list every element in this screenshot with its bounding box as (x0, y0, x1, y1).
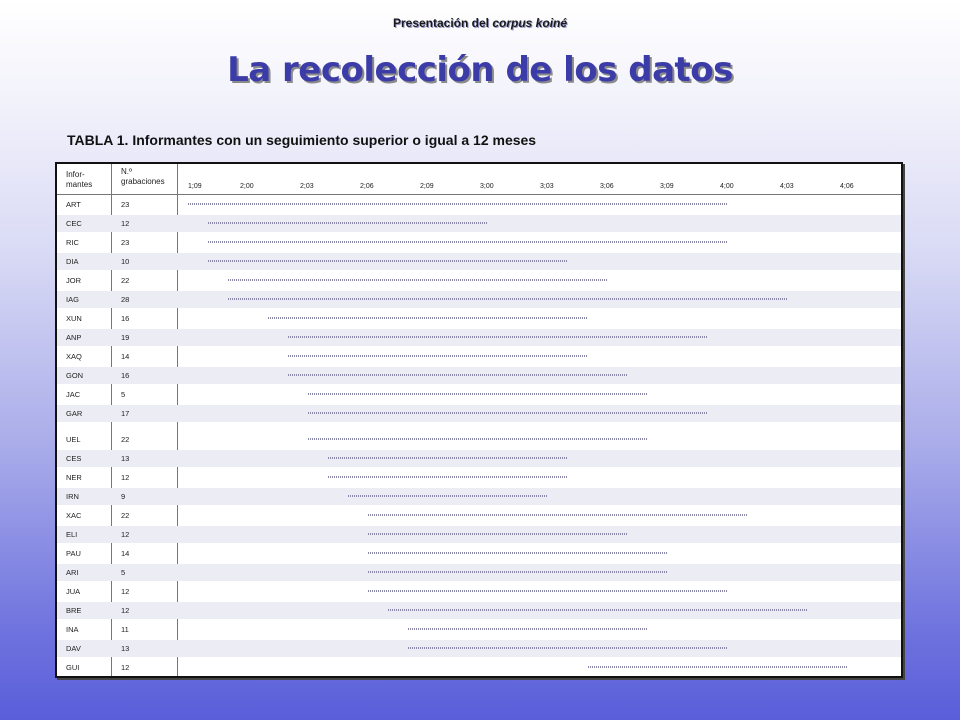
recordings-header-line2: grabaciones (121, 177, 165, 186)
informant-column-header (66, 170, 92, 190)
observation-period-bar (288, 374, 628, 376)
recordings-count: 23 (121, 238, 130, 247)
observation-period-bar (408, 628, 648, 630)
observation-period-bar (268, 317, 588, 319)
slide-subtitle (0, 16, 960, 30)
informant-code: DAV (66, 644, 81, 653)
observation-period-bar (188, 203, 728, 205)
informant-code: ARI (66, 568, 79, 577)
table-row (57, 621, 901, 638)
age-tick-label: 1;09 (188, 183, 202, 190)
informant-code: ART (66, 200, 81, 209)
informant-code: UEL (66, 435, 81, 444)
informant-code: BRE (66, 606, 82, 615)
informant-code: XUN (66, 314, 82, 323)
informants-table (55, 162, 903, 678)
observation-period-bar (208, 222, 488, 224)
informant-header-line2: mantes (66, 180, 93, 189)
observation-period-bar (368, 514, 748, 516)
recordings-count: 23 (121, 200, 130, 209)
recordings-header-line1: N.º (121, 167, 132, 176)
age-tick-label: 3;09 (660, 183, 674, 190)
observation-period-bar (368, 571, 668, 573)
age-tick-label: 2;09 (420, 183, 434, 190)
recordings-count: 12 (121, 663, 130, 672)
informant-code: DIA (66, 257, 79, 266)
recordings-count: 16 (121, 371, 130, 380)
table-row (57, 253, 901, 270)
observation-period-bar (308, 412, 708, 414)
informant-code: INA (66, 625, 79, 634)
table-row (57, 640, 901, 657)
informant-code: IRN (66, 492, 79, 501)
slide-title: La recolección de los datos (227, 50, 733, 90)
observation-period-bar (308, 438, 648, 440)
recordings-count: 11 (121, 625, 129, 634)
recordings-count: 5 (121, 390, 126, 399)
informant-code: XAQ (66, 352, 82, 361)
subtitle-emphasis: corpus koiné (492, 16, 568, 30)
observation-period-bar (348, 495, 548, 497)
informant-code: PAU (66, 549, 81, 558)
recordings-count: 14 (121, 549, 130, 558)
observation-period-bar (368, 533, 628, 535)
observation-period-bar (328, 476, 568, 478)
age-tick-label: 3;03 (540, 183, 554, 190)
observation-period-bar (208, 260, 568, 262)
recordings-count: 5 (121, 568, 126, 577)
observation-period-bar (288, 336, 708, 338)
recordings-count: 13 (121, 644, 130, 653)
informant-code: GAR (66, 409, 83, 418)
table-row (57, 215, 901, 232)
recordings-count: 28 (121, 295, 130, 304)
observation-period-bar (388, 609, 808, 611)
table-row (57, 310, 901, 327)
age-tick-label: 3;06 (600, 183, 614, 190)
age-tick-label: 2;00 (240, 183, 254, 190)
table-row (57, 431, 901, 448)
table-row (57, 367, 901, 384)
recordings-count: 12 (121, 530, 130, 539)
recordings-count: 17 (121, 409, 130, 418)
observation-period-bar (228, 279, 608, 281)
table-row (57, 272, 901, 289)
informant-code: NER (66, 473, 82, 482)
observation-period-bar (208, 241, 728, 243)
informant-code: XAC (66, 511, 82, 520)
recordings-count: 14 (121, 352, 130, 361)
table-row (57, 450, 901, 467)
table-row (57, 526, 901, 543)
informant-code: ELI (66, 530, 78, 539)
informant-code: CEC (66, 219, 82, 228)
informant-code: GUI (66, 663, 80, 672)
table-row (57, 488, 901, 505)
table-row (57, 583, 901, 600)
table-row (57, 291, 901, 308)
recordings-count: 22 (121, 511, 130, 520)
age-tick-label: 2;03 (300, 183, 314, 190)
recordings-count: 22 (121, 435, 130, 444)
recordings-count: 22 (121, 276, 130, 285)
age-tick-label: 4;00 (720, 183, 734, 190)
informant-code: ANP (66, 333, 82, 342)
subtitle-prefix: Presentación del (392, 16, 493, 30)
informant-code: JUA (66, 587, 81, 596)
observation-period-bar (588, 666, 848, 668)
informant-code: IAG (66, 295, 79, 304)
recordings-column-header (121, 167, 165, 187)
table-row (57, 196, 901, 213)
table-row (57, 329, 901, 346)
informant-code: RIC (66, 238, 79, 247)
informant-code: CES (66, 454, 82, 463)
observation-period-bar (328, 457, 568, 459)
recordings-count: 12 (121, 587, 130, 596)
recordings-count: 19 (121, 333, 130, 342)
informant-code: JOR (66, 276, 81, 285)
recordings-count: 12 (121, 219, 130, 228)
observation-period-bar (308, 393, 648, 395)
recordings-count: 9 (121, 492, 126, 501)
table-row (57, 564, 901, 581)
observation-period-bar (408, 647, 728, 649)
table-row (57, 469, 901, 486)
observation-period-bar (228, 298, 788, 300)
table-row (57, 405, 901, 422)
table-row (57, 602, 901, 619)
table-header (57, 164, 901, 195)
observation-period-bar (288, 355, 588, 357)
table-caption: TABLA 1. Informantes con un seguimiento superior o igual a 12 meses (67, 132, 537, 148)
age-tick-label: 4;03 (780, 183, 794, 190)
recordings-count: 10 (121, 257, 130, 266)
observation-period-bar (368, 590, 728, 592)
recordings-count: 12 (121, 606, 130, 615)
table-row (57, 234, 901, 251)
table-row (57, 507, 901, 524)
informant-header-line1: Infor- (66, 170, 85, 179)
table-row (57, 659, 901, 676)
table-row (57, 545, 901, 562)
table-row (57, 348, 901, 365)
observation-period-bar (368, 552, 668, 554)
age-tick-label: 4;06 (840, 183, 854, 190)
recordings-count: 16 (121, 314, 130, 323)
age-tick-label: 3;00 (480, 183, 494, 190)
informant-code: JAC (66, 390, 81, 399)
recordings-count: 13 (121, 454, 130, 463)
recordings-count: 12 (121, 473, 130, 482)
informant-code: GON (66, 371, 84, 380)
table-row (57, 386, 901, 403)
age-tick-label: 2;06 (360, 183, 374, 190)
